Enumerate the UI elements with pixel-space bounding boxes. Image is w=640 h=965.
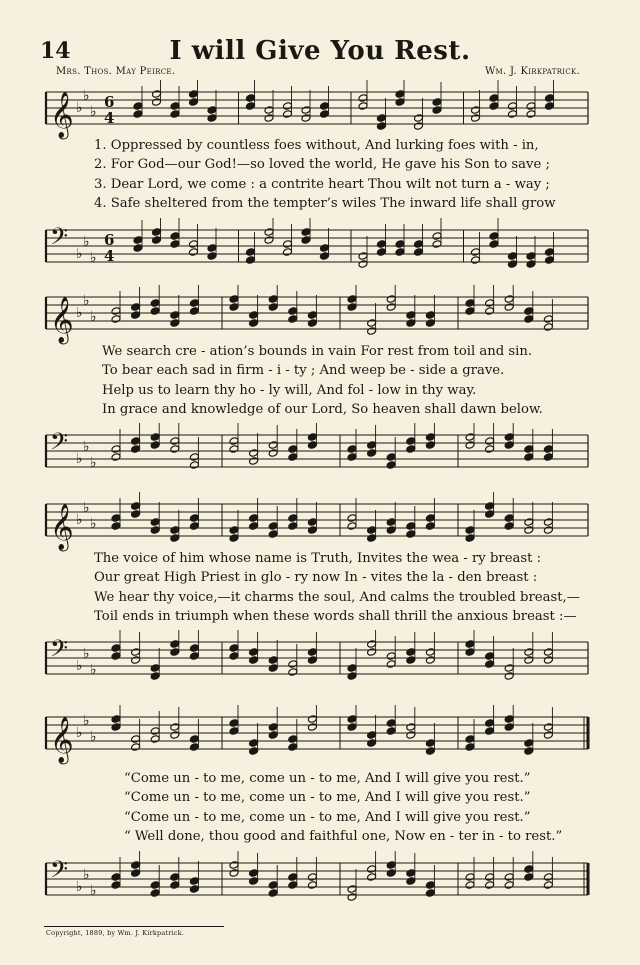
svg-text:♭: ♭ [83,439,90,455]
treble-clef-icon: 𝄞 [50,504,74,550]
lyric-line: 1. Oppressed by countless foes without, And lurking foes with - in, [94,138,539,153]
key-signature-flats-icon [76,500,97,532]
treble-clef-icon: 𝄞 [50,297,74,343]
svg-text:6: 6 [104,93,115,111]
bass-staff [38,423,592,485]
treble-staff [38,80,592,142]
svg-text:6: 6 [104,231,115,249]
lyric-line: “Come un - to me, come un - to me, And I will give you rest.” [124,809,531,825]
note-heads [111,423,553,469]
svg-text:♭: ♭ [76,879,83,895]
music-system-2 [38,285,592,485]
key-signature-flats-icon [76,234,97,266]
svg-text:♭: ♭ [90,309,97,325]
lyric-line: The voice of him whose name is Truth, Invites the wea - ry breast : [94,551,542,566]
lyric-line: To bear each sad in firm - i - ty ; And weep be - side a grave. [102,363,505,379]
key-signature-flats-icon [76,867,97,899]
music-system-3 [38,492,592,692]
music-system-1 [38,80,592,280]
time-signature [104,231,114,265]
note-heads [111,705,553,755]
lyric-line: 4. Safe sheltered from the tempter’s wiles The inward life shall grow [94,195,556,211]
page-number: 14 [40,38,71,64]
treble-clef-icon: 𝄞 [50,717,74,763]
svg-text:♭: ♭ [90,883,97,899]
lyric-line: Help us to learn thy ho - ly will, And fol - low in thy way. [102,382,477,398]
treble-clef-icon: 𝄞 [50,92,74,138]
svg-text:♭: ♭ [83,646,90,662]
refrain-lyrics [94,769,588,846]
key-signature-flats-icon [76,88,97,120]
treble-staff [38,492,592,554]
composer-credit: Wm. J. Kirkpatrick. [484,66,580,77]
lyric-line: Our great High Priest in glo - ry now In - vites the la - den breast : [94,570,538,586]
note-heads [133,218,554,268]
verse-lyrics [94,342,588,419]
key-signature-flats-icon [76,646,97,678]
treble-staff [38,285,592,347]
svg-text:♭: ♭ [76,725,83,741]
svg-text:♭: ♭ [76,100,83,116]
svg-text:♭: ♭ [83,500,90,516]
bass-staff [38,630,592,692]
svg-text:♭: ♭ [90,104,97,120]
bass-clef-icon: 𝄢 [50,222,69,256]
verse-lyrics [94,549,588,626]
note-heads [111,630,553,680]
svg-text:♭: ♭ [90,250,97,266]
lyric-line: 2. For God—our God!—so loved the world, He gave his Son to save ; [94,157,550,173]
svg-text:♭: ♭ [83,234,90,250]
bass-clef-icon: 𝄢 [50,427,69,461]
note-heads [133,80,554,130]
copyright-notice: Copyright, 1889, by Wm. J. Kirkpatrick. [46,929,185,937]
svg-text:♭: ♭ [76,305,83,321]
hymn-title: I will Give You Rest. [169,36,471,66]
music-system-4 [38,705,592,905]
svg-text:♭: ♭ [90,455,97,471]
svg-text:♭: ♭ [76,451,83,467]
svg-text:♭: ♭ [83,713,90,729]
lyric-line: “Come un - to me, come un - to me, And I will give you rest.” [124,790,531,806]
svg-text:♭: ♭ [90,729,97,745]
key-signature-flats-icon [76,713,97,745]
bass-clef-icon: 𝄢 [50,634,69,668]
verse-lyrics [94,136,588,213]
svg-text:4: 4 [104,109,115,127]
svg-text:♭: ♭ [76,246,83,262]
bass-staff [38,218,592,280]
svg-text:♭: ♭ [76,512,83,528]
time-signature [104,93,114,127]
note-heads [111,492,553,542]
note-heads [111,851,553,901]
svg-text:♭: ♭ [83,88,90,104]
key-signature-flats-icon [76,439,97,471]
key-signature-flats-icon [76,293,97,325]
lyric-line: “ Well done, thou good and faithful one, Now en - ter in - to rest.” [124,828,563,844]
lyric-line: Toil ends in triumph when these words shall thrill the anxious breast :— [94,608,577,624]
note-heads [111,285,553,335]
svg-text:♭: ♭ [90,516,97,532]
svg-text:♭: ♭ [90,662,97,678]
svg-text:♭: ♭ [83,867,90,883]
lyric-line: We search cre - ation’s bounds in vain For rest from toil and sin. [102,344,533,359]
svg-text:4: 4 [104,247,115,265]
lyric-line: We hear thy voice,—it charms the soul, And calms the troubled breast,— [94,589,580,605]
lyric-line: In grace and knowledge of our Lord, So heaven shall dawn below. [102,401,543,417]
bass-clef-icon: 𝄢 [50,855,69,889]
treble-staff [38,705,592,767]
bass-staff [38,851,592,913]
lyric-line: 3. Dear Lord, we come : a contrite heart Thou wilt not turn a - way ; [94,176,550,192]
lyricist-credit: Mrs. Thos. May Peirce. [56,66,176,77]
footer-rule [44,926,224,927]
svg-text:♭: ♭ [83,293,90,309]
lyric-line: “Come un - to me, come un - to me, And I will give you rest.” [124,771,531,786]
svg-text:♭: ♭ [76,658,83,674]
